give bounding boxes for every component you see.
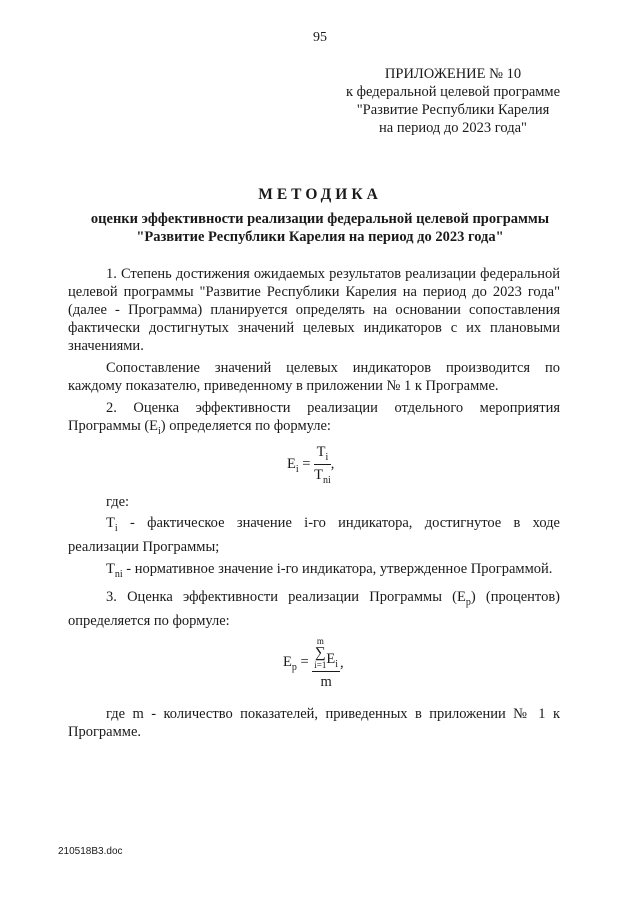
formula-tail: , (330, 456, 335, 473)
formula-denominator: m (320, 674, 332, 690)
where-label-1: где: (106, 494, 130, 510)
subtitle-line: "Развитие Республики Карелия на период до 2023 года" (136, 229, 504, 245)
section-3 (68, 705, 560, 745)
document-subtitle (40, 210, 600, 246)
appendix-line: к федеральной целевой программе (345, 84, 561, 100)
paragraph-2: Сопоставление значений целевых индикаторов производится по каждому показателю, приведенному в приложении № 1 к Программе. (68, 360, 560, 394)
subtitle-line: оценки эффективности реализации федеральной целевой программы (90, 211, 550, 227)
appendix-line: на период до 2023 года" (379, 120, 527, 136)
appendix-line: "Развитие Республики Карелия (356, 102, 550, 118)
sum-operator: m ∑ i=1 (314, 636, 327, 670)
formula-fraction (314, 444, 331, 486)
paragraph-4: 3. Оценка эффективности реализации Программы $(E_p)$ (процентов) определяется по формуле: (68, 588, 560, 629)
document-title: МЕТОДИКА (258, 186, 382, 203)
definition-tni: $T_{ni}$ - нормативное значение i-го индикатора, утвержденное Программой. (106, 560, 553, 580)
section-1 (68, 265, 560, 445)
paragraph-3-text: 2. Оценка эффективности реализации отдельного мероприятия Программы (E (68, 400, 560, 434)
formula-denominator: $T_{ni}$ (314, 466, 331, 486)
formula-numerator: m ∑ i=1 $E_i$ (314, 636, 339, 670)
paragraph-3-text-end: ) определяется по формуле: (160, 418, 331, 434)
section-2 (68, 514, 560, 634)
page-number: 95 (313, 30, 327, 45)
definition-ti: $T_i$ - фактическое значение i-го индикатора, достигнутое в ходе реализации Программы; (68, 515, 560, 555)
file-name-footer: 210518B3.doc (58, 846, 123, 857)
formula-ei (287, 444, 334, 486)
appendix-line: ПРИЛОЖЕНИЕ № 10 (384, 66, 522, 82)
paragraph-1: 1. Степень достижения ожидаемых результатов реализации федеральной целевой программы "Развитие Республики Карелия на период до 2023 года" (далее - Программа) планируется определять на основании сопоставления фактически достигнутых значений целевых индикаторов с их плановыми значениями. (68, 266, 560, 354)
formula-lhs: $E_i$ = (287, 456, 315, 476)
formula-lhs: $E_p$ = (283, 654, 313, 673)
subscript: i (158, 425, 161, 437)
formula-tail: , (340, 655, 344, 671)
paragraph-5: где m - количество показателей, приведенных в приложении № 1 к Программе. (68, 706, 560, 740)
formula-numerator: $T_i$ (314, 444, 331, 465)
formula-ep (283, 636, 344, 691)
appendix-header (318, 65, 588, 137)
paragraph-3 (68, 399, 560, 441)
formula-fraction (312, 636, 340, 691)
